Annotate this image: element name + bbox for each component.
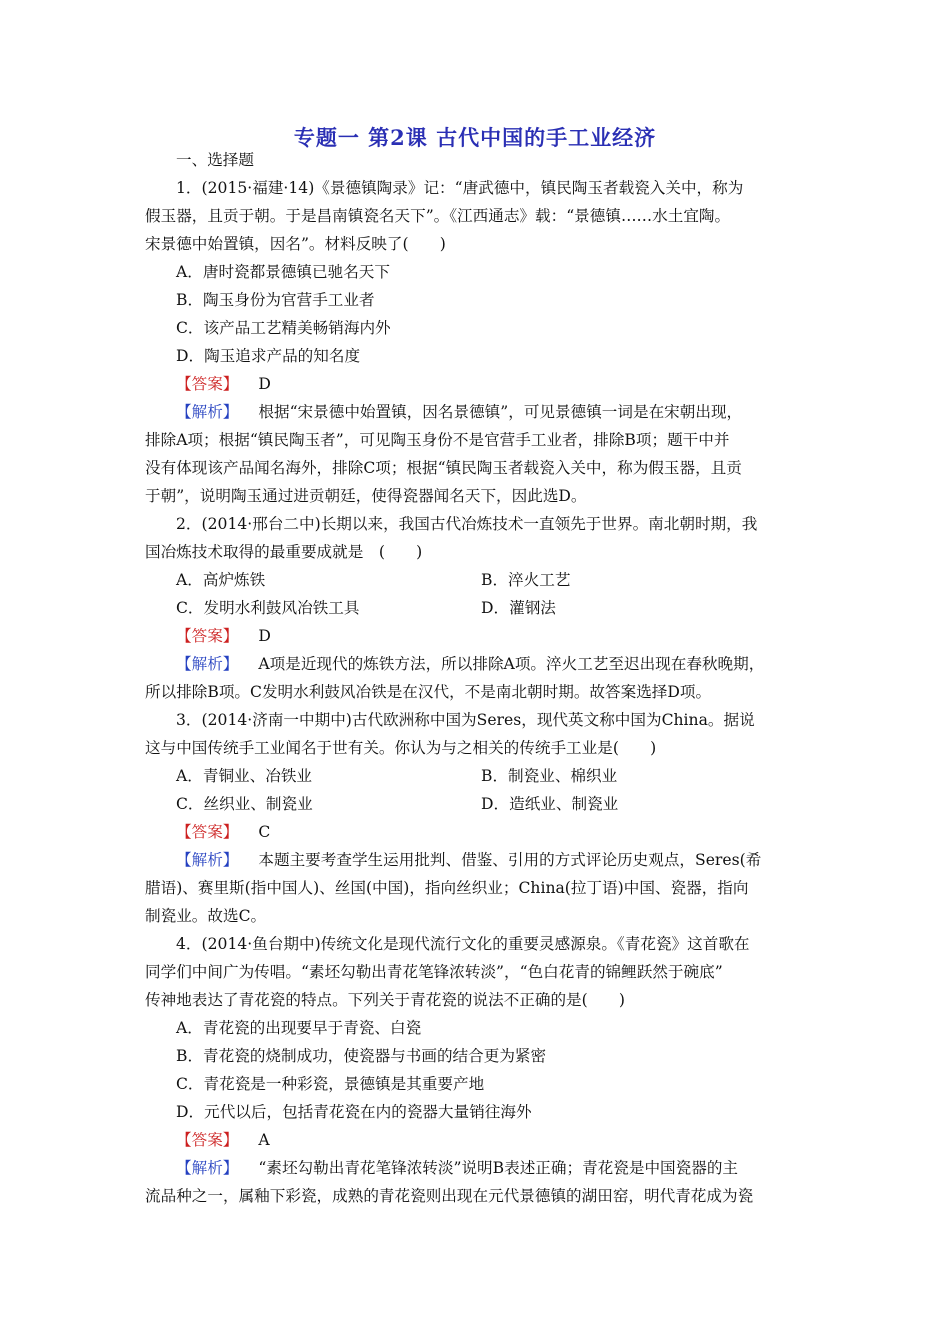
q2-stem-line: 2．(2014·邢台二中)长期以来，我国古代冶炼技术一直领先于世界。南北朝时期，我 xyxy=(176,515,758,533)
answer-tag: 【答案】 xyxy=(176,375,239,393)
answer-tag: 【答案】 xyxy=(176,627,239,645)
q2-option-d: D．灌钢法 xyxy=(481,599,556,617)
q4-analysis-line xyxy=(145,1154,810,1182)
q2-option-c: C．发明水利鼓风冶铁工具 xyxy=(176,599,360,617)
answer-tag: 【答案】 xyxy=(176,1131,239,1149)
q4-option-a: A．青花瓷的出现要早于青瓷、白瓷 xyxy=(176,1019,422,1037)
section-heading: 一、选择题 xyxy=(176,151,254,169)
q4-stem-line: 4．(2014·鱼台期中)传统文化是现代流行文化的重要灵感源泉。《青花瓷》这首歌在 xyxy=(176,935,750,953)
q2-analysis-line: 所以排除B项。C发明水利鼓风冶铁是在汉代，不是南北朝时期。故答案选择D项。 xyxy=(145,683,712,701)
q3-analysis-line: 腊语)、赛里斯(指中国人)、丝国(中国)，指向丝织业；China(拉丁语)中国、瓷器，指向 xyxy=(145,879,749,897)
q2-analysis-line xyxy=(145,650,810,678)
q3-option-d: D．造纸业、制瓷业 xyxy=(481,795,619,813)
q1-analysis-line: 没有体现该产品闻名海外，排除C项；根据“镇民陶玉者载瓷入关中，称为假玉器，且贡 xyxy=(145,459,742,477)
q3-options-row xyxy=(145,762,810,790)
q1-analysis-line: 于朝”，说明陶玉通过进贡朝廷，使得瓷器闻名天下，因此选D。 xyxy=(145,487,587,505)
q1-answer-row xyxy=(145,370,810,398)
analysis-text: “素坯勾勒出青花笔锋浓转淡”说明B表述正确；青花瓷是中国瓷器的主 xyxy=(258,1159,739,1177)
page-title: 专题一 第2课 古代中国的手工业经济 xyxy=(293,125,657,150)
answer-value: D xyxy=(258,375,271,393)
q3-stem-line: 这与中国传统手工业闻名于世有关。你认为与之相关的传统手工业是( ) xyxy=(145,739,657,757)
analysis-tag: 【解析】 xyxy=(176,851,239,869)
q1-option-b: B．陶玉身份为官营手工业者 xyxy=(176,291,375,309)
q3-option-c: C．丝织业、制瓷业 xyxy=(176,795,313,813)
q4-option-c: C．青花瓷是一种彩瓷，景德镇是其重要产地 xyxy=(176,1075,485,1093)
q2-options-row xyxy=(145,566,810,594)
q1-option-a: A．唐时瓷都景德镇已驰名天下 xyxy=(176,263,390,281)
q1-option-d: D．陶玉追求产品的知名度 xyxy=(176,347,361,365)
q3-stem-line: 3．(2014·济南一中期中)古代欧洲称中国为Seres，现代英文称中国为China。据说 xyxy=(176,711,755,729)
analysis-tag: 【解析】 xyxy=(176,1159,239,1177)
q2-option-b: B．淬火工艺 xyxy=(481,571,571,589)
q4-stem-line: 传神地表达了青花瓷的特点。下列关于青花瓷的说法不正确的是( ) xyxy=(145,991,625,1009)
q1-option-c: C．该产品工艺精美畅销海内外 xyxy=(176,319,391,337)
analysis-text: 根据“宋景德中始置镇，因名景德镇”，可见景德镇一词是在宋朝出现， xyxy=(258,403,743,421)
analysis-text: 本题主要考查学生运用批判、借鉴、引用的方式评论历史观点，Seres(希 xyxy=(258,851,762,869)
document-body xyxy=(145,146,810,1210)
q3-options-row xyxy=(145,790,810,818)
analysis-text: A项是近现代的炼铁方法，所以排除A项。淬火工艺至迟出现在春秋晚期， xyxy=(258,655,765,673)
analysis-tag: 【解析】 xyxy=(176,655,239,673)
q3-option-a: A．青铜业、冶铁业 xyxy=(176,767,313,785)
q1-stem-line: 宋景德中始置镇，因名”。材料反映了( ) xyxy=(145,235,446,253)
q4-option-d: D．元代以后，包括青花瓷在内的瓷器大量销往海外 xyxy=(176,1103,532,1121)
q4-option-b: B．青花瓷的烧制成功，使瓷器与书画的结合更为紧密 xyxy=(176,1047,547,1065)
q2-stem-line: 国冶炼技术取得的最重要成就是 ( ) xyxy=(145,543,423,561)
answer-value: A xyxy=(258,1131,270,1149)
q4-analysis-line: 流品种之一，属釉下彩瓷，成熟的青花瓷则出现在元代景德镇的湖田窑，明代青花成为瓷 xyxy=(145,1187,754,1205)
q4-stem-line: 同学们中间广为传唱。“素坯勾勒出青花笔锋浓转淡”，“色白花青的锦鲤跃然于碗底” xyxy=(145,963,723,981)
q1-stem-line: 1．(2015·福建·14)《景德镇陶录》记：“唐武德中，镇民陶玉者载瓷入关中，称为 xyxy=(176,179,744,197)
answer-tag: 【答案】 xyxy=(176,823,239,841)
analysis-tag: 【解析】 xyxy=(176,403,239,421)
q4-answer-row xyxy=(145,1126,810,1154)
q2-options-row xyxy=(145,594,810,622)
q1-analysis-line: 排除A项；根据“镇民陶玉者”，可见陶玉身份不是官营手工业者，排除B项；题干中并 xyxy=(145,431,730,449)
answer-value: C xyxy=(258,823,271,841)
q3-answer-row xyxy=(145,818,810,846)
q3-analysis-line: 制瓷业。故选C。 xyxy=(145,907,267,925)
q1-stem-line: 假玉器，且贡于朝。于是昌南镇瓷名天下”。《江西通志》载：“景德镇……水土宜陶。 xyxy=(145,207,731,225)
q1-analysis-line xyxy=(145,398,810,426)
q3-analysis-line xyxy=(145,846,810,874)
q2-option-a: A．高炉炼铁 xyxy=(176,571,266,589)
answer-value: D xyxy=(258,627,271,645)
q2-answer-row xyxy=(145,622,810,650)
q3-option-b: B．制瓷业、棉织业 xyxy=(481,767,618,785)
